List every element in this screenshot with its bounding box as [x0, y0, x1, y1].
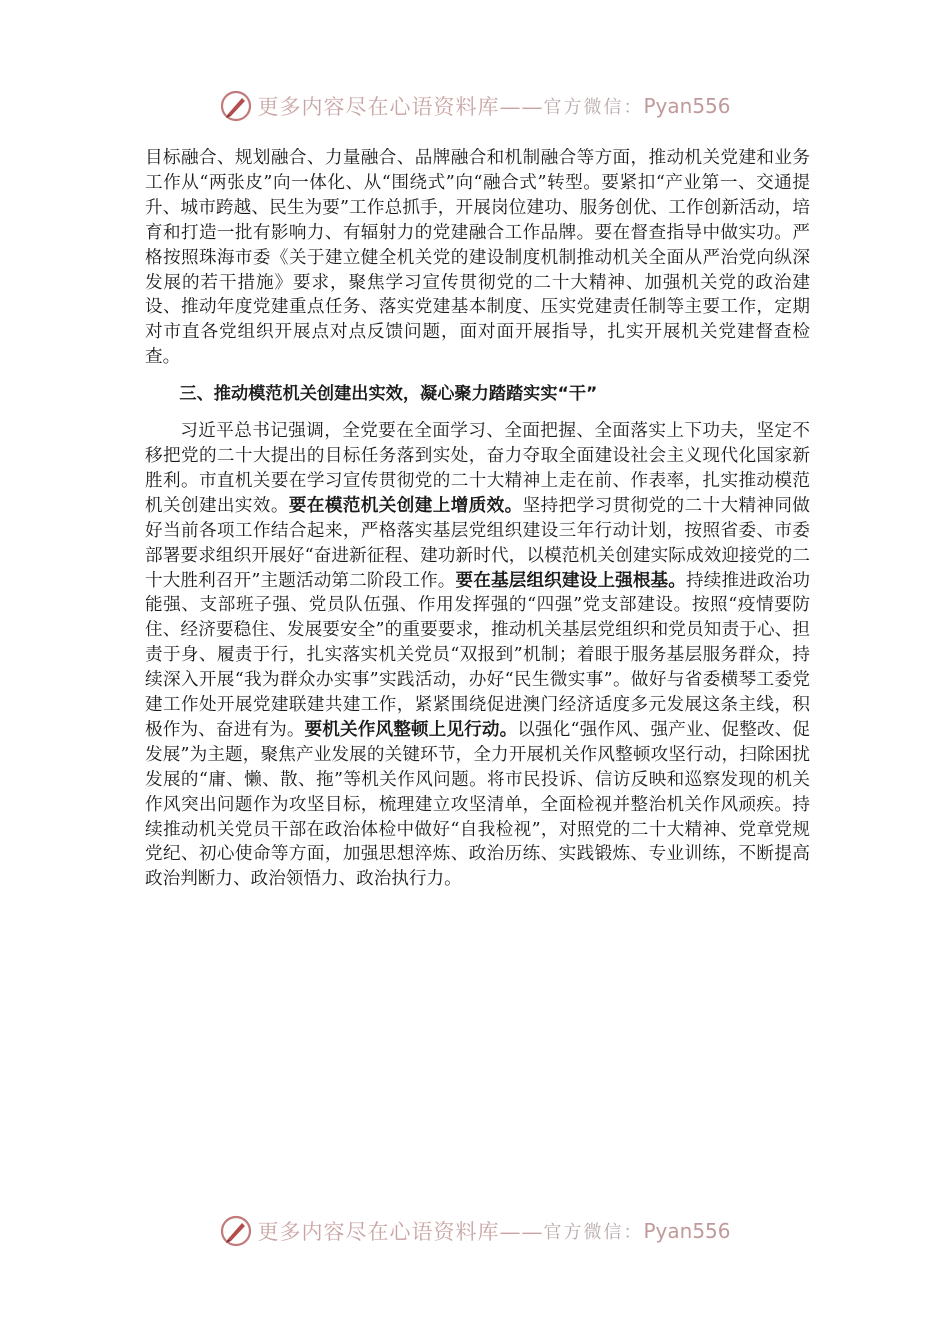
paragraph-2-bold-1: 要在模范机关创建上增质效。	[288, 495, 523, 516]
section-heading-3: 三、推动模范机关创建出实效，凝心聚力踏踏实实“干”	[179, 384, 598, 405]
paragraph-2-text-2: 坚持把学习贯彻党的二十大精神同做好当前各项工作结合起来，严格落实基层党组织建设三年行动计划，按照省委、市委部署要求组织开展好“奋进新征程、建功新时代，以模范机关创建实际成效迎接党的二十大胜利召开”主题活动第二阶段工作。	[145, 495, 810, 591]
watermark-brand-text: 更多内容尽在心语资料库——	[257, 95, 544, 119]
quill-logo-icon	[219, 89, 253, 123]
paragraph-2-text-3: 持续推进政治功能强、支部班子强、党员队伍强、作用发挥强的“四强”党支部建设。按照“疫情要防住、经济要稳住、发展要安全”的重要要求，推动机关基层党组织和党员知责于心、担责于身、履责于行，扎实落实机关党员“双报到”机制；着眼于服务基层服务群众，持续深入开展“我为群众办实事”实践活动，办好“民生微实事”。做好与省委横琴工委党建工作处开展党建联建共建工作，紧紧围绕促进澳门经济适度多元发展这条主线，积极作为、奋进有为。	[145, 570, 810, 740]
paragraph-2-text-1: 习近平总书记强调，全党要在全面学习、全面把握、全面落实上下功夫，坚定不移把党的二十大提出的目标任务落到实处，奋力夺取全面建设社会主义现代化国家新胜利。市直机关要在学习宣传贯彻党的二十大精神上走在前、作表率，扎实推动模范机关创建出实效。	[145, 421, 810, 516]
paragraph-2-bold-2: 要在基层组织建设上强根基。	[455, 570, 687, 591]
footer-watermark	[0, 1211, 950, 1251]
document-body	[145, 146, 810, 892]
watermark-brand-text: 更多内容尽在心语资料库——	[257, 1220, 544, 1244]
paragraph-2-text-4: 以强化“强作风、强产业、促整改、促发展”为主题，聚焦产业发展的关键环节，全力开展机关作风整顿攻坚行动，扫除困扰发展的“庸、懒、散、拖”等机关作风问题。将市民投诉、信访反映和巡察发现的机关作风突出问题作为攻坚目标，梳理建立攻坚清单，全面检视并整治机关作风顽疾。持续推动机关党员干部在政治体检中做好“自我检视”，对照党的二十大精神、党章党规党纪、初心使命等方面，加强思想淬炼、政治历练、实践锻炼、专业训练，不断提高政治判断力、政治领悟力、政治执行力。	[145, 719, 810, 890]
watermark-label-text: 官方微信：	[543, 1222, 644, 1243]
header-watermark	[0, 86, 950, 126]
watermark-id-text: Pyan556	[643, 1219, 731, 1243]
paragraph-2-bold-3: 要机关作风整顿上见行动。	[304, 719, 518, 740]
paragraph-1: 目标融合、规划融合、力量融合、品牌融合和机制融合等方面，推动机关党建和业务工作从“两张皮”向一体化、从“围绕式”向“融合式”转型。要紧扣“产业第一、交通提升、城市跨越、民生为要”工作总抓手，开展岗位建功、服务创优、工作创新活动，培育和打造一批有影响力、有辐射力的党建融合工作品牌。要在督查指导中做实功。严格按照珠海市委《关于建立健全机关党的建设制度机制推动机关全面从严治党向纵深发展的若干措施》要求，聚焦学习宣传贯彻党的二十大精神、加强机关党的政治建设、推动年度党建重点任务、落实党建基本制度、压实党建责任制等主要工作，定期对市直各党组织开展点对点反馈问题，面对面开展指导，扎实开展机关党建督查检查。	[145, 148, 810, 368]
watermark-label-text: 官方微信：	[543, 97, 644, 118]
quill-logo-icon	[219, 1214, 253, 1248]
watermark-id-text: Pyan556	[643, 94, 731, 118]
paragraph-2	[145, 419, 810, 892]
